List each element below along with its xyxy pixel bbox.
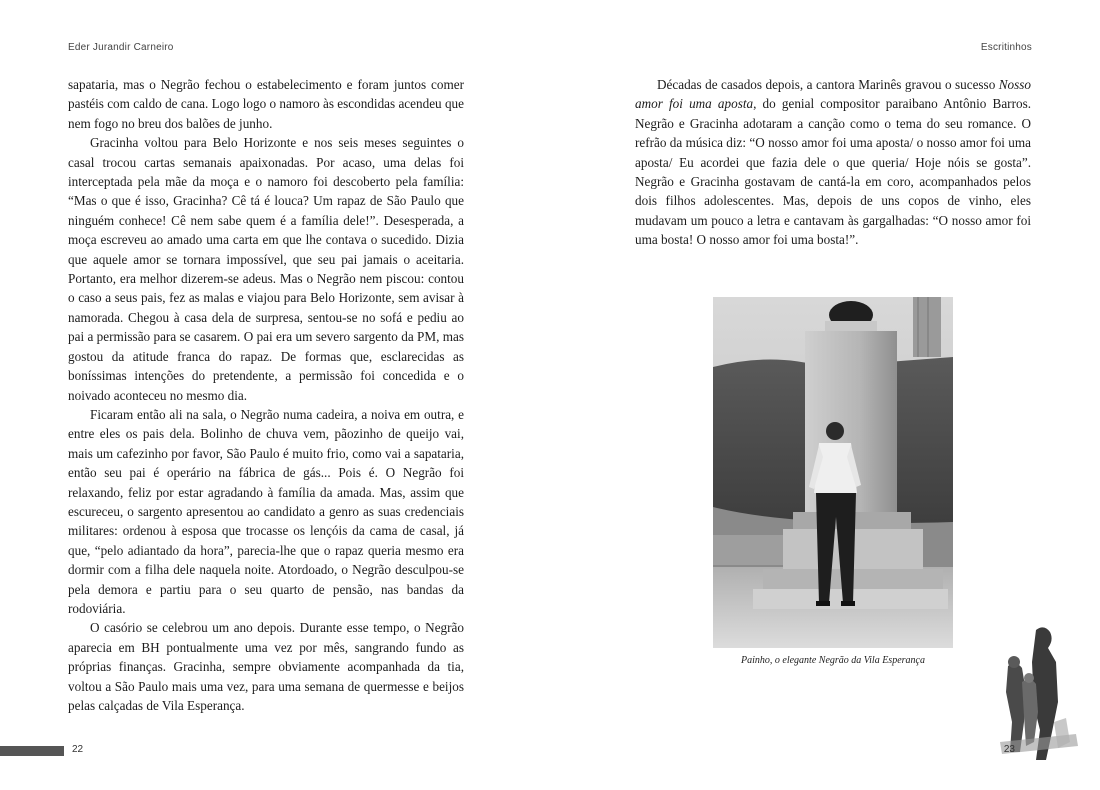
song-title: Nosso amor foi uma aposta <box>635 77 1031 112</box>
paragraph: sapataria, mas o Negrão fechou o estabelecimento e foram juntos comer pastéis com caldo de cana. Logo logo o namoro às escondidas acendeu que nem fogo no breu dos balões de junho. <box>68 77 464 131</box>
photo <box>713 297 953 648</box>
running-head-author: Eder Jurandir Carneiro <box>68 42 174 53</box>
folio-bar <box>0 746 64 756</box>
running-head-book-title: Escritinhos <box>980 42 1032 53</box>
family-silhouette-illustration <box>996 622 1080 762</box>
paragraph-text: Décadas de casados depois, a cantora Marinês gravou o sucesso <box>657 77 999 92</box>
right-page <box>550 0 1100 790</box>
paragraph: Ficaram então ali na sala, o Negrão numa cadeira, a noiva em outra, e entre eles os pais dela. Bolinho de chuva vem, pãozinho de queijo vai, mais um cafezinho por favor, São Paulo é muito frio, como vai a sapataria, então seu pai é operário na fábrica de gás... Pois é. O Negrão foi relaxando, feliz por estar agradando à família da amada. Mas, assim que escureceu, o sargento apresentou ao candidato a genro as suas credenciais militares: ordenou à esposa que trocasse os lençóis da cama de casal, já que, “pelo adiantado da hora”, parecia-lhe que o rapaz queria mesmo era dormir com a filha dele naquela noite. Atordoado, o Negrão desculpou-se pela demora e partiu para o seu quarto de pensão, nas bandas da rodoviária. <box>68 406 464 616</box>
right-body-text <box>635 75 1031 250</box>
paragraph <box>635 75 1031 250</box>
paragraph: O casório se celebrou um ano depois. Durante esse tempo, o Negrão aparecia em BH pontualmente uma vez por mês, sangrando fundo as próprias finanças. Gracinha, sempre obviamente acompanhada da tia, voltou a São Paulo mais uma vez, para uma semana de quermesse e beijos pelas calçadas de Vila Esperança. <box>68 620 464 713</box>
page-number: 23 <box>1003 744 1015 755</box>
photo-illustration <box>713 297 953 648</box>
family-silhouette-image <box>996 622 1080 762</box>
left-body-text <box>68 75 464 715</box>
photo-caption: Painho, o elegante Negrão da Vila Esperança <box>741 655 925 666</box>
paragraph-text: , do genial compositor paraibano Antônio Barros. Negrão e Gracinha adotaram a canção como o tema do seu romance. O refrão da música diz: “O nosso amor foi uma aposta/ o nosso amor foi uma aposta/ Eu acordei que fazia dele o que queria/ Hoje nóis se gosta”. Negrão e Gracinha gostavam de cantá-la em coro, acompanhados pelos dois filhos adolescentes. Mas, depois de uns copos de vinho, eles mudavam um pouco a letra e cantavam às gargalhadas: “O nosso amor foi uma bosta! O nosso amor foi uma bosta!”. <box>635 96 1031 248</box>
page-number: 22 <box>72 744 84 755</box>
paragraph: Gracinha voltou para Belo Horizonte e nos seis meses seguintes o casal trocou cartas semanais apaixonadas. Por acaso, uma delas foi interceptada pela mãe da moça e o namoro foi descoberto pela família: “Mas o que é isso, Gracinha? Cê tá é louca? Um rapaz de São Paulo que ninguém conhece! Cê nem sabe quem é a família dele!”. Desesperada, a moça escreveu ao amado uma carta em que lhe contava o sucedido. Dizia que aquele amor se tornara impossível, que seu pai jamais o aceitaria. Portanto, era melhor dizerem-se adeus. Mas o Negrão nem piscou: contou o caso a seus pais, fez as malas e viajou para Belo Horizonte, sem avisar à namorada. Chegou à casa dela de surpresa, sentou-se no sofá e pediu ao pai a permissão para se casarem. O pai era um severo sargento da PM, mas gostou da atitude franca do rapaz. De formas que, esclarecidas as boníssimas intenções do pretendente, a permissão foi concedida e o noivado aconteceu no mesmo dia. <box>68 135 464 403</box>
